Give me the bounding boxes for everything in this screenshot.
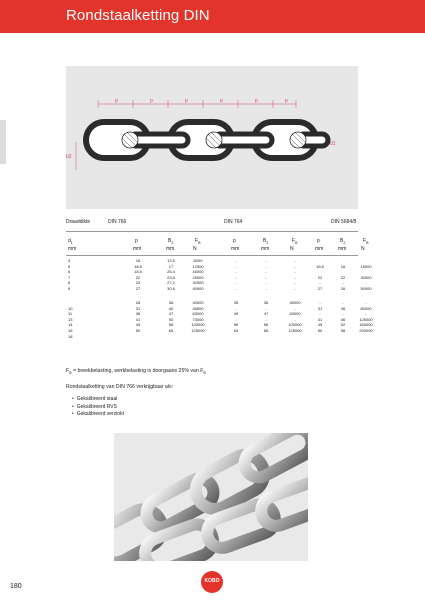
- table-cell: 16: [68, 328, 73, 333]
- column-header: $F_B$: [363, 238, 369, 245]
- column-header: p: [233, 238, 236, 244]
- table-cell: 8000: [193, 258, 203, 263]
- table-cell: 35: [233, 300, 239, 305]
- table-cell: 28: [135, 300, 141, 305]
- table-cell: 16: [340, 263, 346, 269]
- table-cell: 15000: [360, 263, 372, 269]
- kobo-logo: [201, 571, 223, 593]
- table-cell: 23,8: [167, 274, 175, 280]
- table-cell: 160000: [359, 322, 373, 328]
- table-cell: 13,5: [167, 258, 175, 263]
- b2-label: b2: [66, 154, 72, 160]
- table-cell: 11: [68, 311, 73, 317]
- table-cell: -: [342, 280, 344, 286]
- header-bar: [0, 0, 425, 33]
- table-cell: -: [319, 280, 321, 286]
- table-cell: 6: [68, 269, 71, 275]
- table-cell: 36: [263, 300, 269, 305]
- table-cell: 36: [168, 300, 174, 305]
- table-cell: 17: [168, 263, 174, 269]
- table-cell: -: [265, 274, 267, 280]
- column-unit: mm: [166, 246, 175, 252]
- table-cell: -: [265, 269, 267, 275]
- table-cell: 45: [135, 322, 141, 328]
- table-cell: -: [319, 311, 321, 317]
- table-cell: -: [235, 274, 237, 280]
- column-unit: N: [193, 246, 197, 252]
- table-cell: -: [294, 280, 296, 286]
- table-cell: -: [265, 305, 267, 311]
- table-cell: 32000: [192, 280, 204, 286]
- table-cell: 46: [340, 316, 346, 322]
- table-cell: -: [235, 316, 237, 322]
- table-cell: 31: [135, 305, 141, 311]
- table-cell: 31: [317, 305, 323, 311]
- table-cell: 25000: [192, 274, 204, 280]
- table-cell: 50: [135, 328, 141, 333]
- table-cell: -: [294, 286, 296, 291]
- table-cell: 22: [135, 274, 141, 280]
- pitch-label-5: p: [255, 98, 258, 104]
- chain-photo: [114, 433, 308, 561]
- table-cell: 63: [233, 328, 239, 333]
- list-item: • Gekalibreerd RVS: [72, 404, 124, 412]
- availability-note: Rondstaalketting van DIN 766 verkrijgbaar als:: [66, 384, 173, 390]
- table-cell: 60000: [360, 305, 372, 311]
- table-cell: 100000: [191, 322, 205, 328]
- pitch-label-3: p: [185, 98, 188, 104]
- table-cell: 40: [168, 305, 174, 311]
- table-cell: -: [235, 286, 237, 291]
- column-unit: mm: [68, 246, 77, 252]
- table-cell: 9: [68, 286, 71, 291]
- table-cell: 18,5: [134, 263, 142, 269]
- chain-photo-drawing: [114, 433, 308, 561]
- table-cell: -: [294, 258, 296, 263]
- table-cell: 24: [135, 280, 141, 286]
- table-cell: -: [265, 263, 267, 269]
- table-cell: 25,4: [167, 269, 175, 275]
- table-cell: 63000: [192, 311, 204, 317]
- table-cell: -: [365, 300, 367, 305]
- table-cell: 16: [135, 258, 141, 263]
- table-cell: 58: [168, 322, 174, 328]
- column-header: $F_B$: [292, 238, 298, 245]
- table-cell: 63000: [289, 311, 301, 317]
- table-cell: 18: [68, 333, 73, 339]
- table-cell: 41: [317, 316, 323, 322]
- table-cell: 125000: [288, 328, 302, 333]
- table-cell: 40000: [192, 286, 204, 291]
- table-cell: -: [235, 280, 237, 286]
- table-cell: 4: [68, 258, 71, 263]
- pitch-label-1: p: [115, 98, 118, 104]
- table-cell: -: [365, 311, 367, 317]
- table-cell: 18,5: [316, 263, 324, 269]
- table-cell: 52: [340, 322, 346, 328]
- table-cell: 22: [317, 274, 323, 280]
- side-tab: [0, 120, 6, 164]
- pitch-label-6: p: [285, 98, 288, 104]
- column-unit: mm: [315, 246, 324, 252]
- table-cell: 36: [135, 311, 141, 317]
- table-cell: -: [235, 269, 237, 275]
- table-cell: 50: [317, 328, 323, 333]
- column-unit: mm: [231, 246, 240, 252]
- table-cell: 16000: [192, 269, 204, 275]
- table-cell: 18,5: [134, 269, 142, 275]
- table-cell: -: [342, 300, 344, 305]
- chain-drawing: [66, 66, 358, 209]
- column-header: $B_2$: [168, 238, 174, 245]
- divider-top: [66, 231, 358, 232]
- table-cell: 12500: [192, 263, 204, 269]
- table-cell: 56: [263, 322, 269, 328]
- page-number: 180: [10, 583, 22, 590]
- table-cell: -: [319, 300, 321, 305]
- table-cell: 50000: [360, 286, 372, 291]
- table-cell: 22: [340, 274, 346, 280]
- table-cell: -: [235, 258, 237, 263]
- din5684-label: DIN 5684/8: [331, 219, 357, 225]
- table-cell: -: [342, 311, 344, 317]
- table-cell: -: [235, 305, 237, 311]
- pitch-label-4: p: [220, 98, 223, 104]
- table-cell: 100000: [288, 322, 302, 328]
- table-cell: -: [294, 305, 296, 311]
- table-cell: 73000: [192, 316, 204, 322]
- table-cell: 8: [68, 280, 71, 286]
- din766-label: DIN 766: [108, 219, 127, 225]
- table-cell: 50: [168, 316, 174, 322]
- table-cell: 49: [233, 311, 239, 317]
- table-cell: 36: [340, 305, 346, 311]
- table-cell: -: [365, 280, 367, 286]
- draaddikte-label: Draaddikte: [66, 219, 91, 225]
- table-cell: 30000: [360, 274, 372, 280]
- finish-list: [72, 396, 124, 419]
- table-cell: -: [265, 286, 267, 291]
- table-cell: -: [294, 263, 296, 269]
- table-cell: 7: [68, 274, 71, 280]
- logo-text: KOBO: [204, 578, 220, 584]
- table-cell: 5: [68, 263, 71, 269]
- table-cell: -: [265, 316, 267, 322]
- table-cell: -: [294, 316, 296, 322]
- table-cell: 27,2: [167, 280, 175, 286]
- column-unit: mm: [261, 246, 270, 252]
- table-cell: 46800: [192, 305, 204, 311]
- table-cell: 30,6: [167, 286, 175, 291]
- table-cell: 13: [68, 316, 73, 322]
- table-cell: 47: [263, 311, 269, 317]
- table-cell: -: [265, 258, 267, 263]
- column-header: p: [317, 238, 320, 244]
- table-cell: 14: [68, 322, 73, 328]
- column-header: $B_2$: [263, 238, 269, 245]
- table-cell: 10: [68, 305, 73, 311]
- table-cell: 27: [317, 286, 323, 291]
- list-item: • Gekalibreerd verzinkt: [72, 411, 124, 419]
- table-cell: 27: [135, 286, 141, 291]
- table-cell: 125000: [191, 328, 205, 333]
- column-unit: N: [290, 246, 294, 252]
- table-cell: -: [294, 274, 296, 280]
- column-unit: mm: [338, 246, 347, 252]
- list-item: • Gekalibreerd staal: [72, 396, 124, 404]
- table-cell: -: [235, 263, 237, 269]
- column-header: $B_2$: [340, 238, 346, 245]
- divider-units: [66, 255, 358, 256]
- table-cell: 26: [340, 286, 346, 291]
- table-cell: 41: [135, 316, 141, 322]
- chain-diagram: [66, 66, 358, 209]
- standards-row: [66, 219, 358, 229]
- column-header: $F_B$: [195, 238, 201, 245]
- table-cell: 126000: [359, 316, 373, 322]
- table-cell: -: [265, 280, 267, 286]
- d1-label: d1: [330, 141, 336, 147]
- table-cell: 65: [168, 328, 174, 333]
- column-unit: N: [361, 246, 365, 252]
- table-cell: -: [294, 269, 296, 275]
- column-header: p: [135, 238, 138, 244]
- breaking-note: $F_B$ = breekbelasting, werkbelasting is doorgaans 25% van $F_B$: [66, 368, 206, 376]
- table-cell: 65: [263, 328, 269, 333]
- table-cell: 56: [233, 322, 239, 328]
- column-header: $d_1$: [68, 238, 73, 245]
- table-cell: 58: [340, 328, 346, 333]
- din764-label: DIN 764: [224, 219, 243, 225]
- page-title: Rondstaalketting DIN: [66, 7, 210, 24]
- table-cell: 40000: [192, 300, 204, 305]
- table-cell: 200000: [359, 328, 373, 333]
- column-unit: mm: [133, 246, 142, 252]
- table-cell: 40000: [289, 300, 301, 305]
- table-cell: 45: [317, 322, 323, 328]
- pitch-label-2: p: [150, 98, 153, 104]
- table-cell: 47: [168, 311, 174, 317]
